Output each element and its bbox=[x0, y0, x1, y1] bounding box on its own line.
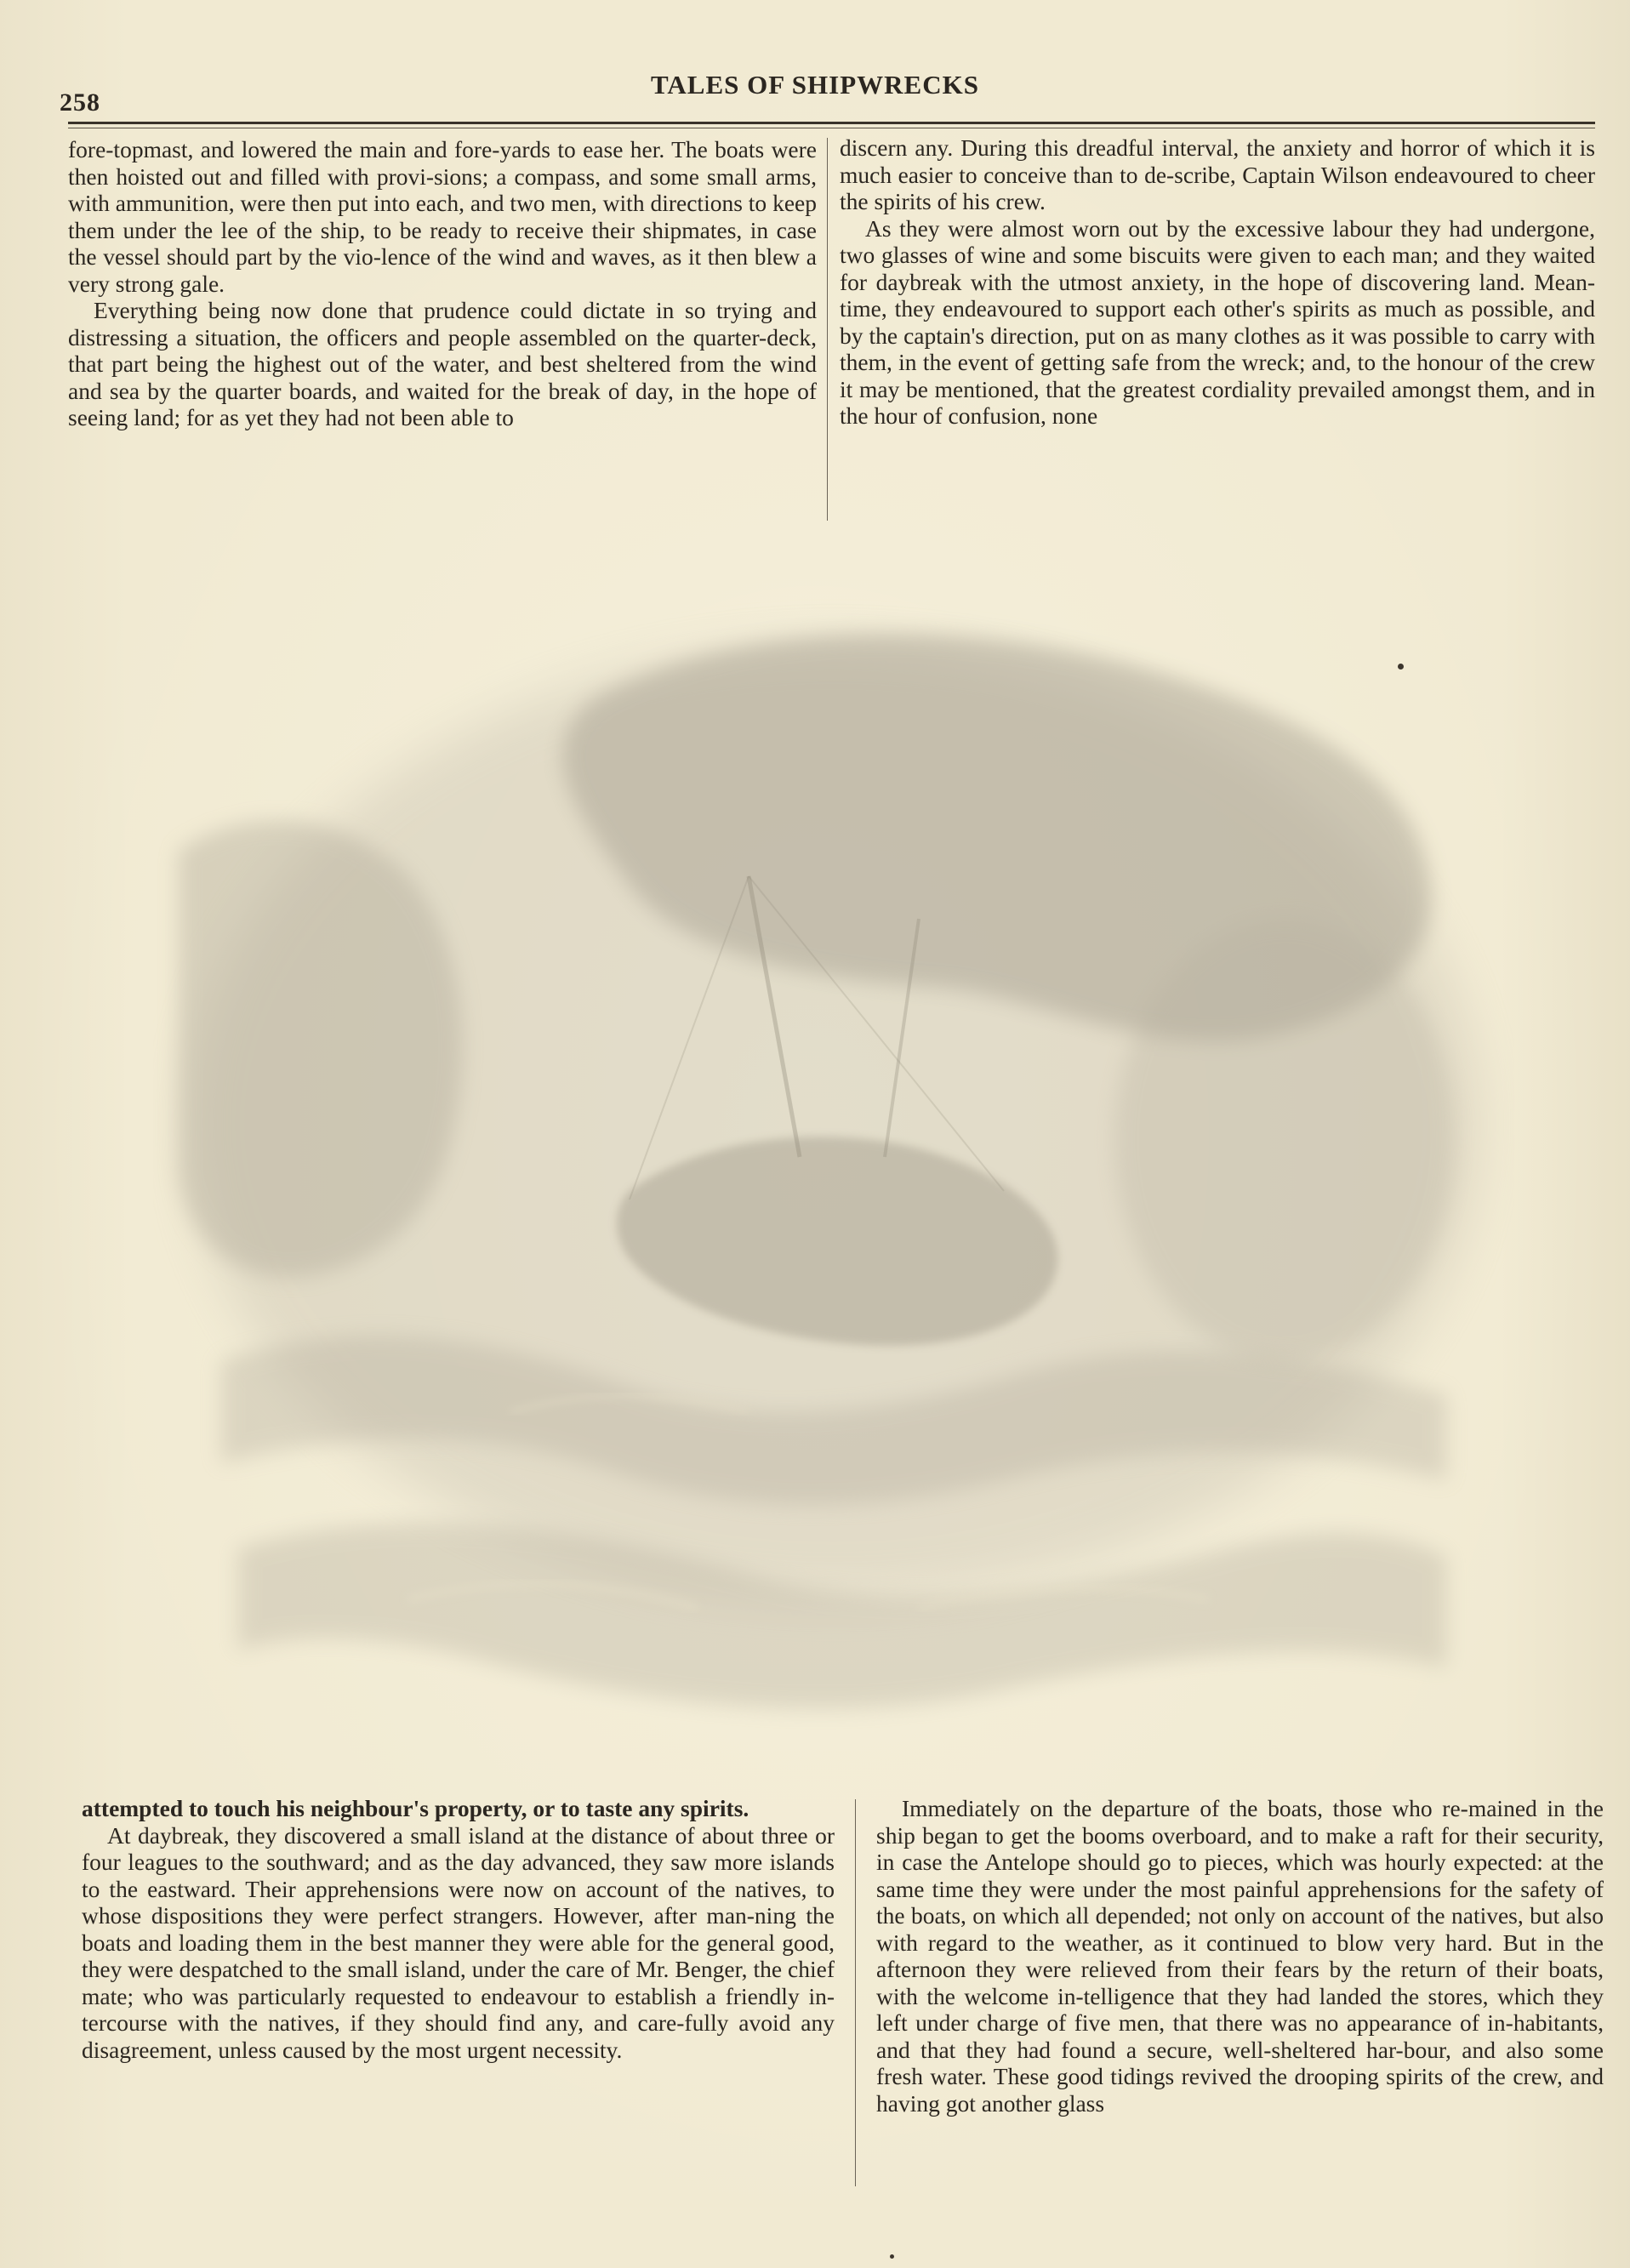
header-rule bbox=[68, 122, 1595, 124]
paragraph: At daybreak, they discovered a small island at the distance of about three or four leagues to the southward; and as the day advanced, they saw more islands to the eastward. Their apprehensions were now on account of the natives, to whose dispositions they were perfect strangers. However, after man-ning the boats and loading them in the best manner they were able for the general good, they were despatched to the small island, under the care of Mr. Benger, the chief mate; who was particularly requested to endeavour to establish a friendly in-tercourse with the natives, if they should find any, and care-fully avoid any disagreement, unless caused by the most urgent necessity. bbox=[82, 1821, 835, 2063]
column-divider-top bbox=[827, 138, 828, 521]
page-number: 258 bbox=[60, 88, 100, 117]
column-top-right bbox=[840, 134, 1595, 517]
column-bottom-right bbox=[876, 1795, 1604, 2186]
ink-speck bbox=[1398, 664, 1404, 670]
paragraph: discern any. During this dreadful interval, the anxiety and horror of which it is much easier to conceive than to de-scribe, Captain Wilson endeavoured to cheer the spirits of his crew. bbox=[840, 134, 1595, 214]
spray bbox=[1114, 919, 1455, 1361]
paragraph: Everything being now done that prudence could dictate in so trying and distressing a situation, the officers and people assembled on the quarter-deck, that part being the highest out of the water, and best sheltered from the wind and sea by the quarter boards, and waited for the break of day, in the hope of seeing land; for as yet they had not been able to bbox=[68, 297, 817, 430]
shipwreck-engraving bbox=[153, 595, 1514, 1804]
column-divider-bottom bbox=[855, 1799, 856, 2186]
paragraph: attempted to touch his neighbour's property, or to taste any spirits. bbox=[82, 1795, 749, 1821]
paragraph: Immediately on the departure of the boats, those who re-mained in the ship began to get the booms overboard, and to make a raft for their security, in case the Antelope should go to pieces, which was hourly expected: at the same time they were under the most painful apprehensions for the safety of the boats, on which all depended; not only on account of the natives, but also with regard to the weather, as it continued to blow very hard. But in the afternoon they were relieved from their fears by the return of their boats, with the welcome in-telligence that they had landed the stores, which they left under charge of five men, that there was no appearance of in-habitants, and that they had found a secure, well-sheltered har-bour, and also some fresh water. These good tidings revived the drooping spirits of the crew, and having got another glass bbox=[876, 1795, 1604, 2117]
column-bottom-left bbox=[82, 1795, 835, 2186]
paragraph: fore-topmast, and lowered the main and fore-yards to ease her. The boats were then hoisted out and filled with provi-sions; a compass, and some small arms, with ammunition, were then put into each, and two men, with directions to keep them under the lee of the ship, to be ready to receive their shipmates, in case the vessel should part by the vio-lence of the wind and waves, as it then blew a very strong gale. bbox=[68, 136, 817, 297]
ink-speck bbox=[890, 2254, 894, 2259]
running-title: TALES OF SHIPWRECKS bbox=[651, 70, 979, 100]
paragraph: As they were almost worn out by the excessive labour they had undergone, two glasses of wine and some biscuits were given to each man; and they waited for daybreak with the utmost anxiety, in the hope of discovering land. Mean-time, they endeavoured to support each other's spirits as much as possible, and by the captain's direction, put on as many clothes as it was possible to carry with them, in the event of getting safe from the wreck; and, to the honour of the crew it may be mentioned, that the greatest cordiality prevailed amongst them, and in the hour of confusion, none bbox=[840, 214, 1595, 429]
column-top-left bbox=[68, 136, 817, 519]
